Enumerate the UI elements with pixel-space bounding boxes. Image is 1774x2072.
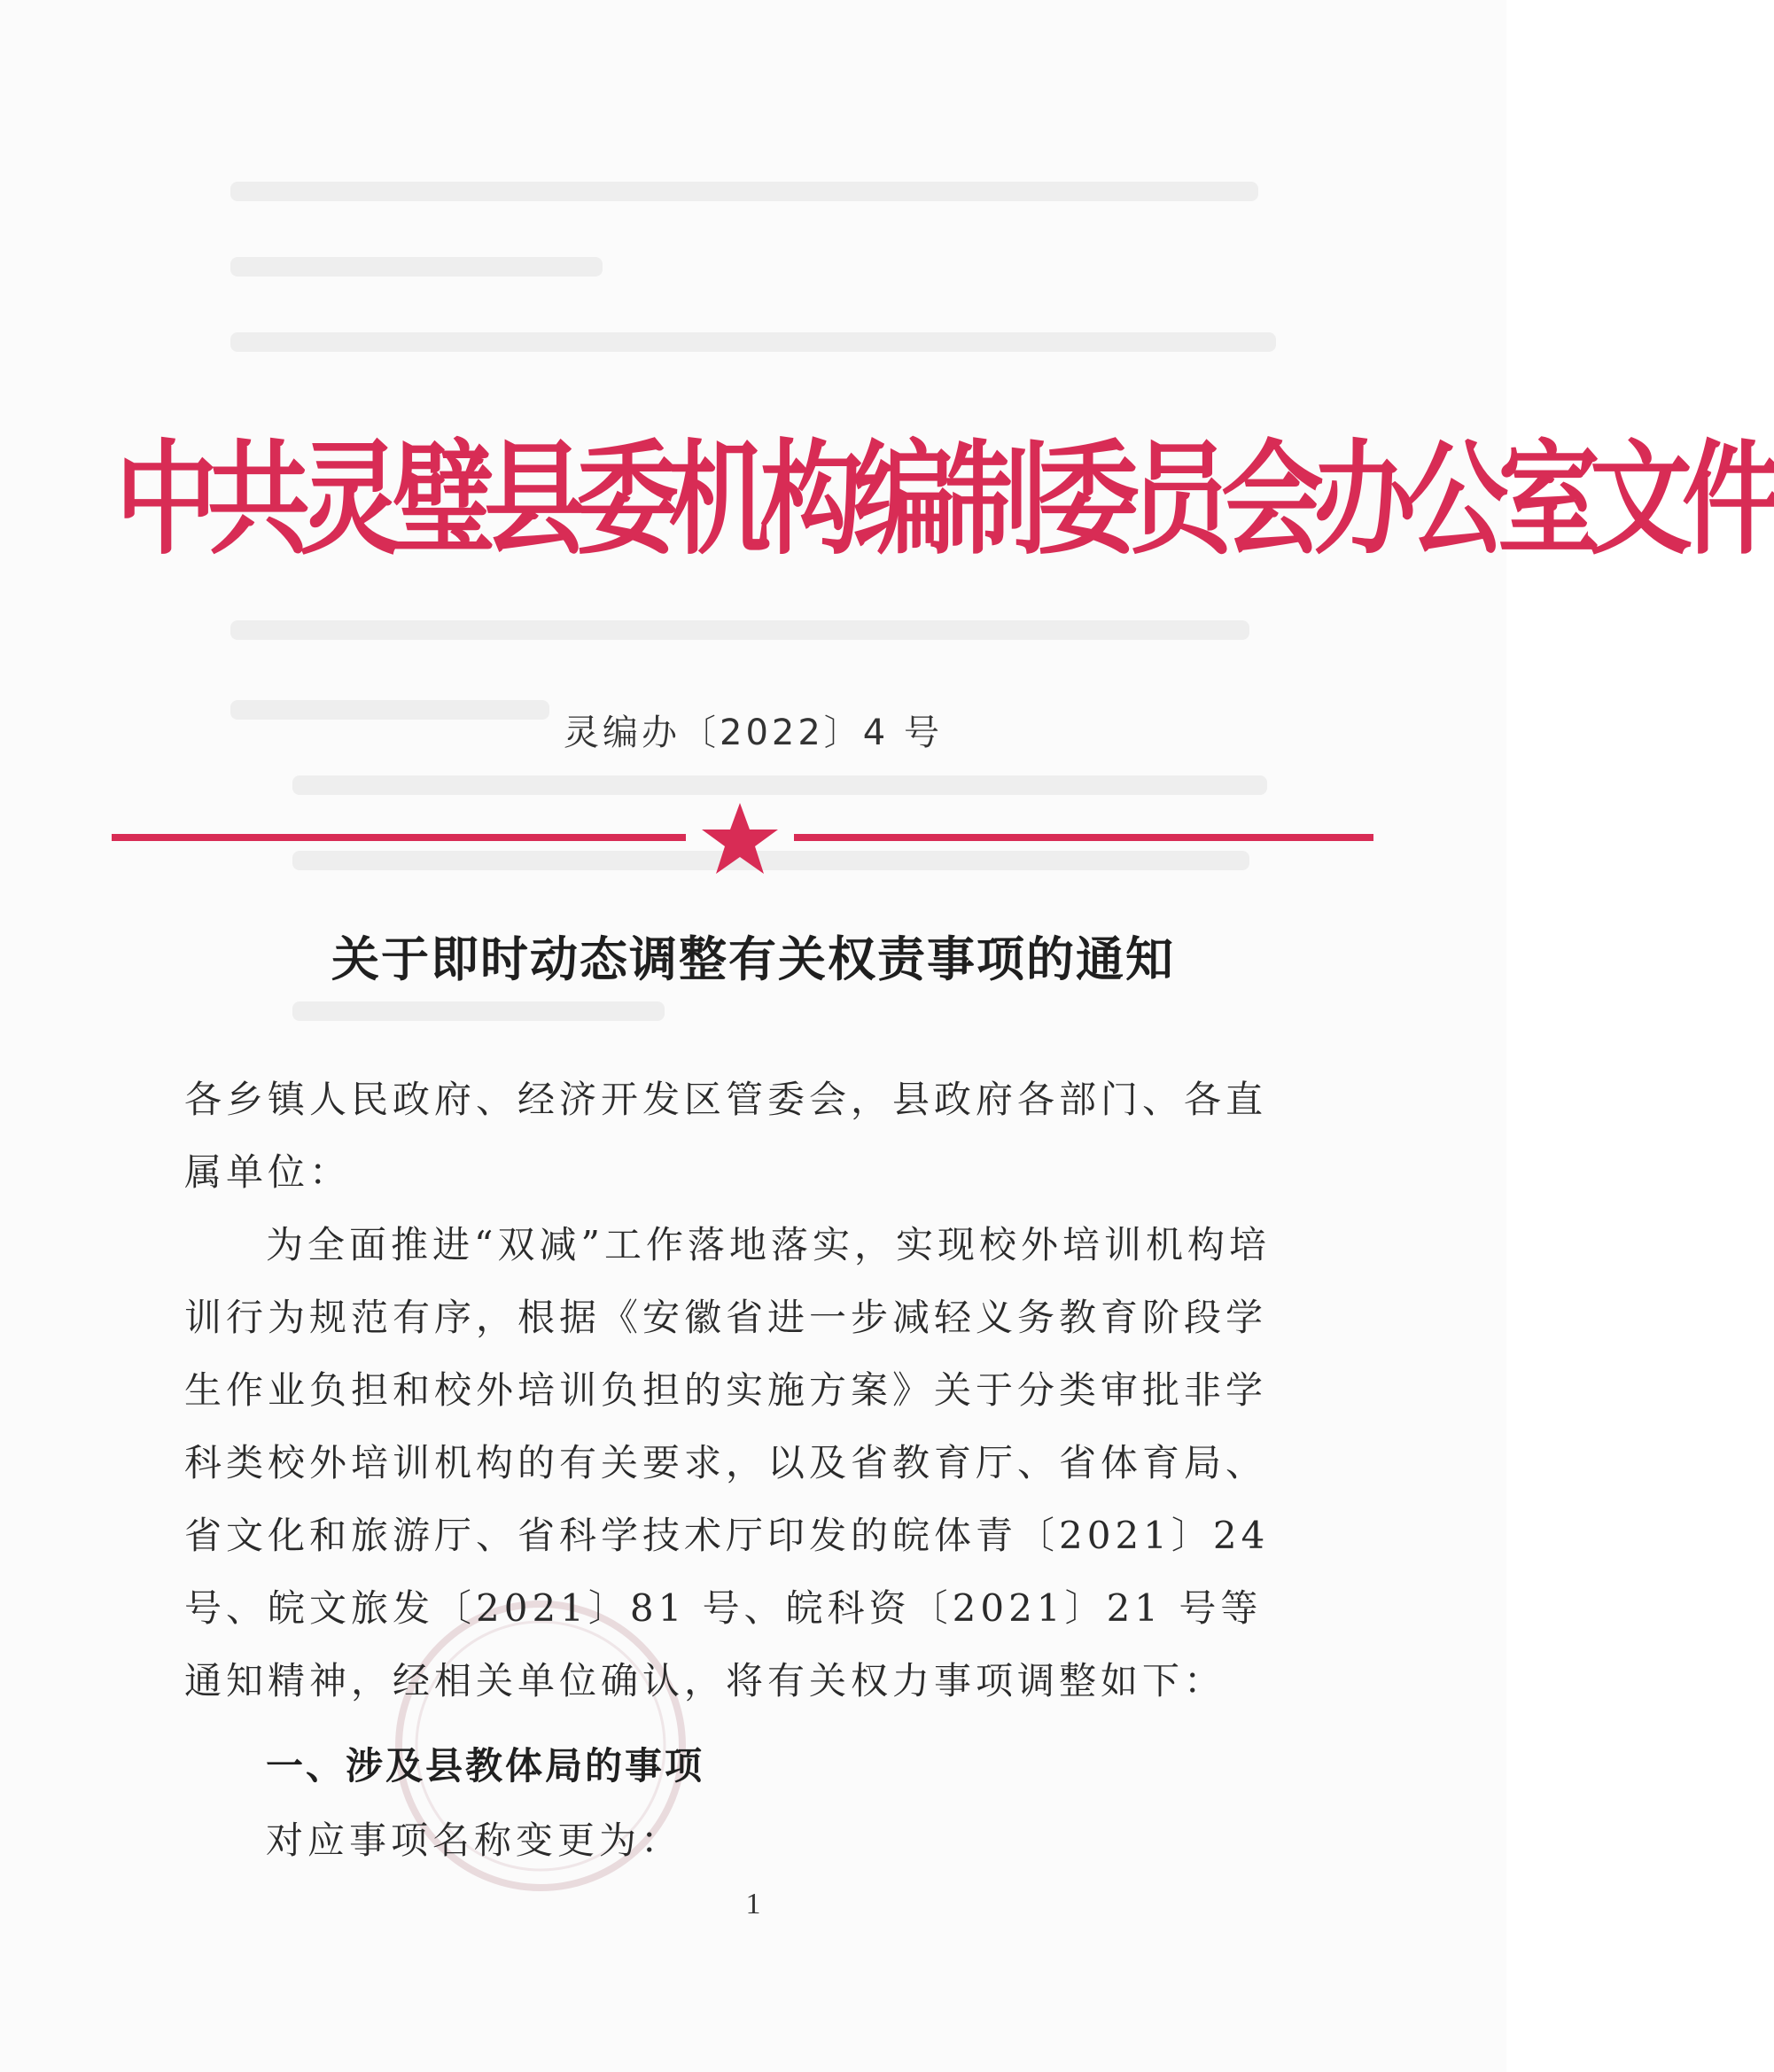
star-icon: [696, 796, 784, 884]
body-paragraph: 为全面推进“双减”工作落地落实，实现校外培训机构培训行为规范有序，根据《安徽省进一步减轻义务教育阶段学生作业负担和校外培训负担的实施方案》关于分类审批非学科类校外培训机构的有关要求，以及省教育厅、省体育局、省文化和旅游厅、省科学技术厅印发的皖体青〔2021〕24 号、皖文旅发〔2021〕81 号、皖科资〔2021〕21 号等通知精神，经相关单位确认，将有关权力事项调整如下：: [184, 1223, 1271, 1702]
section-heading: 一、涉及县教体局的事项: [266, 1744, 705, 1788]
document-number: 灵编办〔2022〕4 号: [564, 713, 943, 753]
salutation: 各乡镇人民政府、经济开发区管委会，县政府各部门、各直属单位：: [184, 1078, 1268, 1194]
masthead-title: 中共灵璧县委机构编制委员会办公室文件: [115, 428, 1774, 573]
page-number: 1: [745, 1888, 761, 1920]
notice-title: 关于即时动态调整有关权责事项的通知: [331, 931, 1175, 987]
red-rule-left: [112, 834, 686, 841]
red-rule-right: [794, 834, 1373, 841]
section-text: 对应事项名称变更为：: [266, 1819, 683, 1862]
